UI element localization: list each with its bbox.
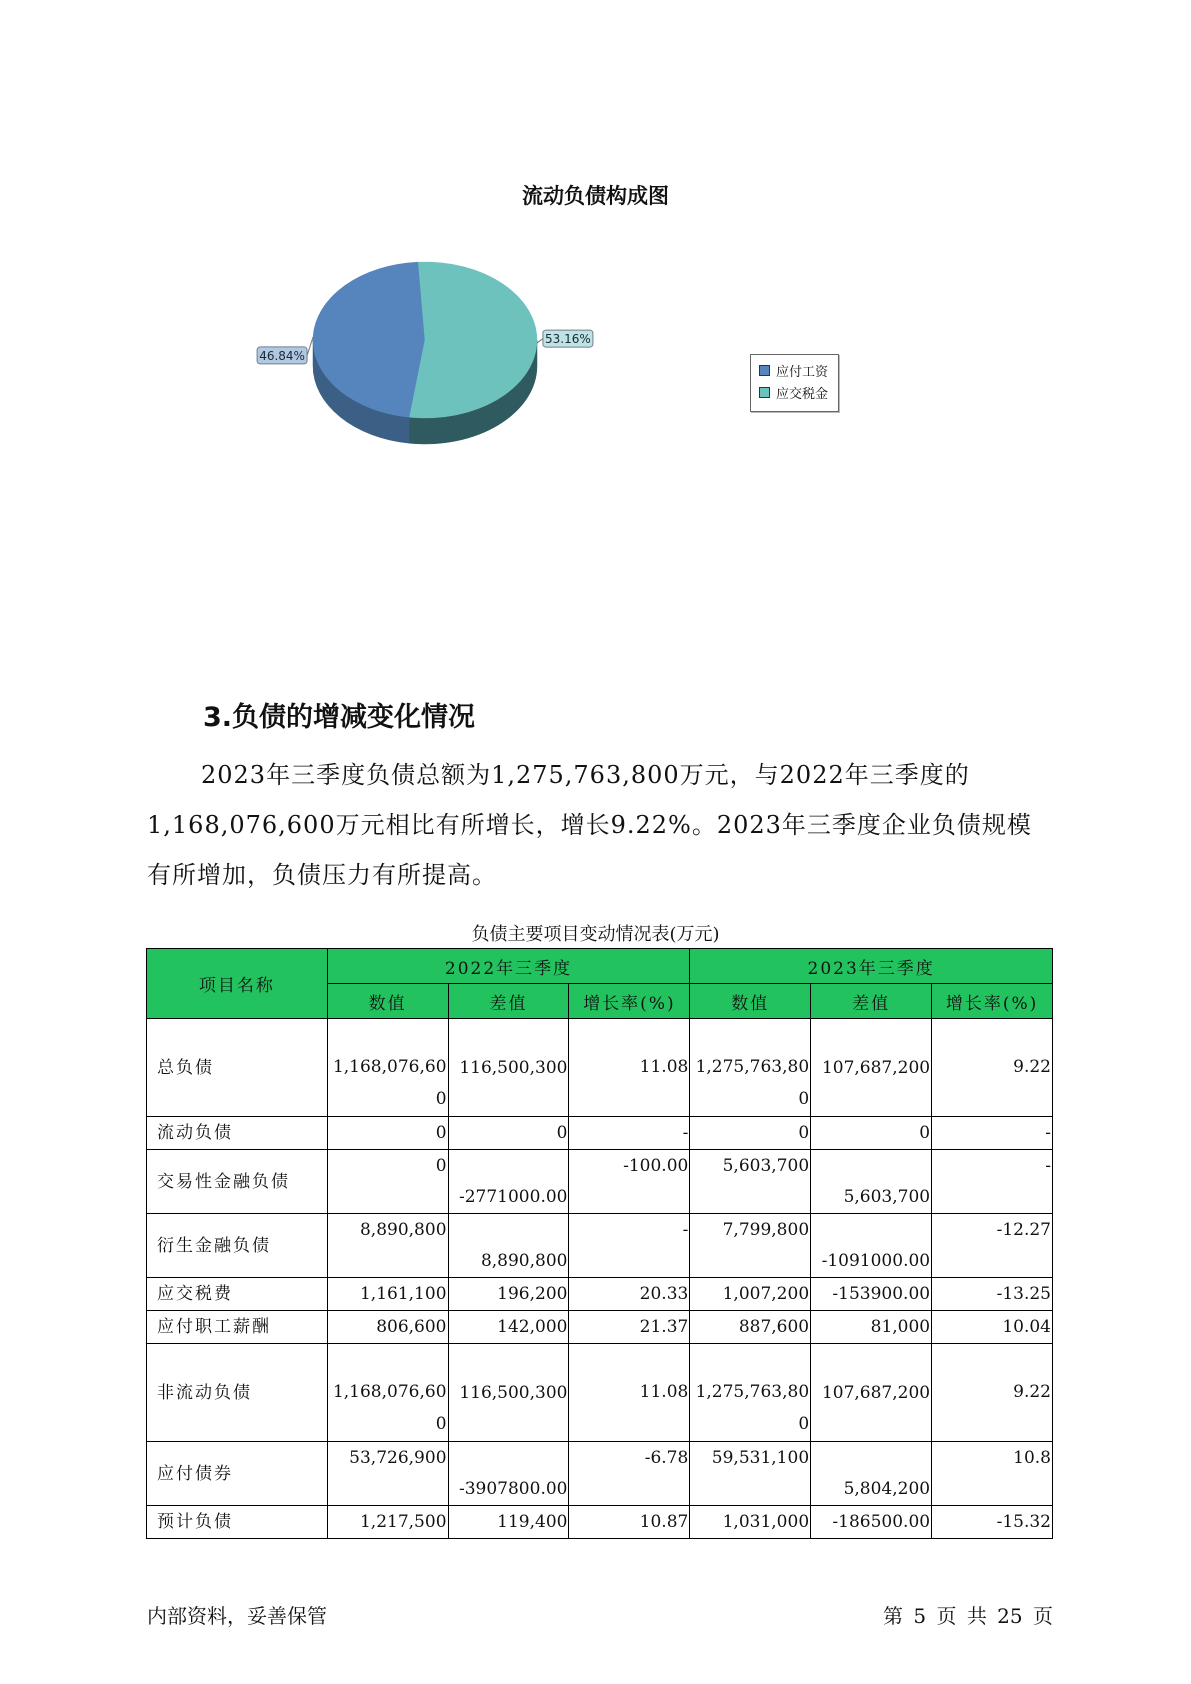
- cell-g23: -: [932, 1117, 1053, 1150]
- cell-g22: -: [569, 1214, 690, 1278]
- cell-v22: 0: [327, 1150, 448, 1214]
- cell-d22: 196,200: [448, 1278, 569, 1311]
- cell-g22: -100.00: [569, 1150, 690, 1214]
- cell-d23: 81,000: [811, 1311, 932, 1344]
- table-row: [147, 1117, 1053, 1150]
- liability-table: [146, 948, 1053, 1539]
- cell-d22: 0: [448, 1117, 569, 1150]
- legend-item-wages: [751, 359, 838, 381]
- header-2023: 2023年三季度: [690, 949, 1053, 984]
- cell-v22: 53,726,900: [327, 1442, 448, 1506]
- cell-d22: 142,000: [448, 1311, 569, 1344]
- row-name: 交易性金融负债: [147, 1150, 328, 1214]
- table-row: [147, 1442, 1053, 1506]
- cell-v22: 0: [327, 1117, 448, 1150]
- cell-v23: 1,275,763,800: [690, 1344, 811, 1442]
- table-row: [147, 1506, 1053, 1539]
- cell-g23: 9.22: [932, 1019, 1053, 1117]
- cell-g23: 10.8: [932, 1442, 1053, 1506]
- cell-v23: 7,799,800: [690, 1214, 811, 1278]
- table-row: [147, 1150, 1053, 1214]
- cell-g22: 11.08: [569, 1019, 690, 1117]
- subheader-growth-2022: 增长率(%): [569, 984, 690, 1019]
- cell-d22: 116,500,300: [448, 1344, 569, 1442]
- subheader-growth-2023: 增长率(%): [932, 984, 1053, 1019]
- pie-label-leader: [307, 337, 313, 356]
- legend-item-taxes: [751, 381, 838, 403]
- cell-v23: 1,031,000: [690, 1506, 811, 1539]
- legend-swatch-taxes: [759, 387, 770, 398]
- cell-d23: 5,603,700: [811, 1150, 932, 1214]
- table-row: [147, 1214, 1053, 1278]
- footer-page-number: 第 5 页 共 25 页: [883, 1604, 1053, 1628]
- header-item-name: 项目名称: [147, 949, 328, 1019]
- cell-d22: 8,890,800: [448, 1214, 569, 1278]
- cell-v22: 1,168,076,600: [327, 1019, 448, 1117]
- row-name: 预计负债: [147, 1506, 328, 1539]
- subheader-diff-2023: 差值: [811, 984, 932, 1019]
- legend-swatch-wages: [759, 365, 770, 376]
- cell-d23: -186500.00: [811, 1506, 932, 1539]
- legend-label-wages: 应付工资: [776, 364, 829, 380]
- table-row: [147, 1311, 1053, 1344]
- cell-d23: -1091000.00: [811, 1214, 932, 1278]
- cell-v22: 1,168,076,600: [327, 1344, 448, 1442]
- cell-g23: -: [932, 1150, 1053, 1214]
- row-name: 衍生金融负债: [147, 1214, 328, 1278]
- pie-data-label: 46.84%: [259, 348, 305, 363]
- cell-v22: 1,217,500: [327, 1506, 448, 1539]
- cell-g22: 20.33: [569, 1278, 690, 1311]
- cell-g23: 9.22: [932, 1344, 1053, 1442]
- chart-title: 流动负债构成图: [522, 184, 669, 208]
- summary-paragraph: 2023年三季度负债总额为1,275,763,800万元，与2022年三季度的1,168,076,600万元相比有所增长，增长9.22%。2023年三季度企业负债规模有所增加，负债压力有所提高。: [147, 761, 1032, 889]
- cell-g22: 21.37: [569, 1311, 690, 1344]
- row-name: 应付职工薪酬: [147, 1311, 328, 1344]
- row-name: 流动负债: [147, 1117, 328, 1150]
- row-name: 总负债: [147, 1019, 328, 1117]
- table-row: [147, 1019, 1053, 1117]
- header-2022: 2022年三季度: [327, 949, 690, 984]
- cell-d22: 119,400: [448, 1506, 569, 1539]
- cell-g22: -6.78: [569, 1442, 690, 1506]
- cell-g23: -15.32: [932, 1506, 1053, 1539]
- cell-d23: 107,687,200: [811, 1019, 932, 1117]
- legend-label-taxes: 应交税金: [776, 386, 829, 402]
- row-name: 应交税费: [147, 1278, 328, 1311]
- cell-v22: 806,600: [327, 1311, 448, 1344]
- cell-g23: -12.27: [932, 1214, 1053, 1278]
- cell-d23: 0: [811, 1117, 932, 1150]
- row-name: 应付债券: [147, 1442, 328, 1506]
- cell-v23: 887,600: [690, 1311, 811, 1344]
- cell-v23: 0: [690, 1117, 811, 1150]
- row-name: 非流动负债: [147, 1344, 328, 1442]
- cell-g22: 11.08: [569, 1344, 690, 1442]
- pie-data-label: 53.16%: [545, 332, 591, 347]
- subheader-value-2022: 数值: [327, 984, 448, 1019]
- subheader-diff-2022: 差值: [448, 984, 569, 1019]
- cell-v22: 8,890,800: [327, 1214, 448, 1278]
- cell-d23: 5,804,200: [811, 1442, 932, 1506]
- chart-legend: [750, 354, 839, 412]
- cell-v23: 1,275,763,800: [690, 1019, 811, 1117]
- table-caption: 负债主要项目变动情况表(万元): [471, 924, 720, 945]
- footer-confidential: 内部资料，妥善保管: [147, 1604, 327, 1628]
- cell-g23: 10.04: [932, 1311, 1053, 1344]
- cell-d22: -3907800.00: [448, 1442, 569, 1506]
- cell-d22: -2771000.00: [448, 1150, 569, 1214]
- cell-v23: 59,531,100: [690, 1442, 811, 1506]
- pie-label-leader: [537, 339, 543, 344]
- table-row: [147, 1278, 1053, 1311]
- table-row: [147, 1344, 1053, 1442]
- cell-v22: 1,161,100: [327, 1278, 448, 1311]
- cell-d22: 116,500,300: [448, 1019, 569, 1117]
- cell-d23: 107,687,200: [811, 1344, 932, 1442]
- cell-g22: -: [569, 1117, 690, 1150]
- subheader-value-2023: 数值: [690, 984, 811, 1019]
- cell-v23: 5,603,700: [690, 1150, 811, 1214]
- cell-g23: -13.25: [932, 1278, 1053, 1311]
- cell-d23: -153900.00: [811, 1278, 932, 1311]
- pie-chart: [220, 255, 640, 485]
- section-title: 3.负债的增减变化情况: [203, 702, 476, 733]
- cell-g22: 10.87: [569, 1506, 690, 1539]
- cell-v23: 1,007,200: [690, 1278, 811, 1311]
